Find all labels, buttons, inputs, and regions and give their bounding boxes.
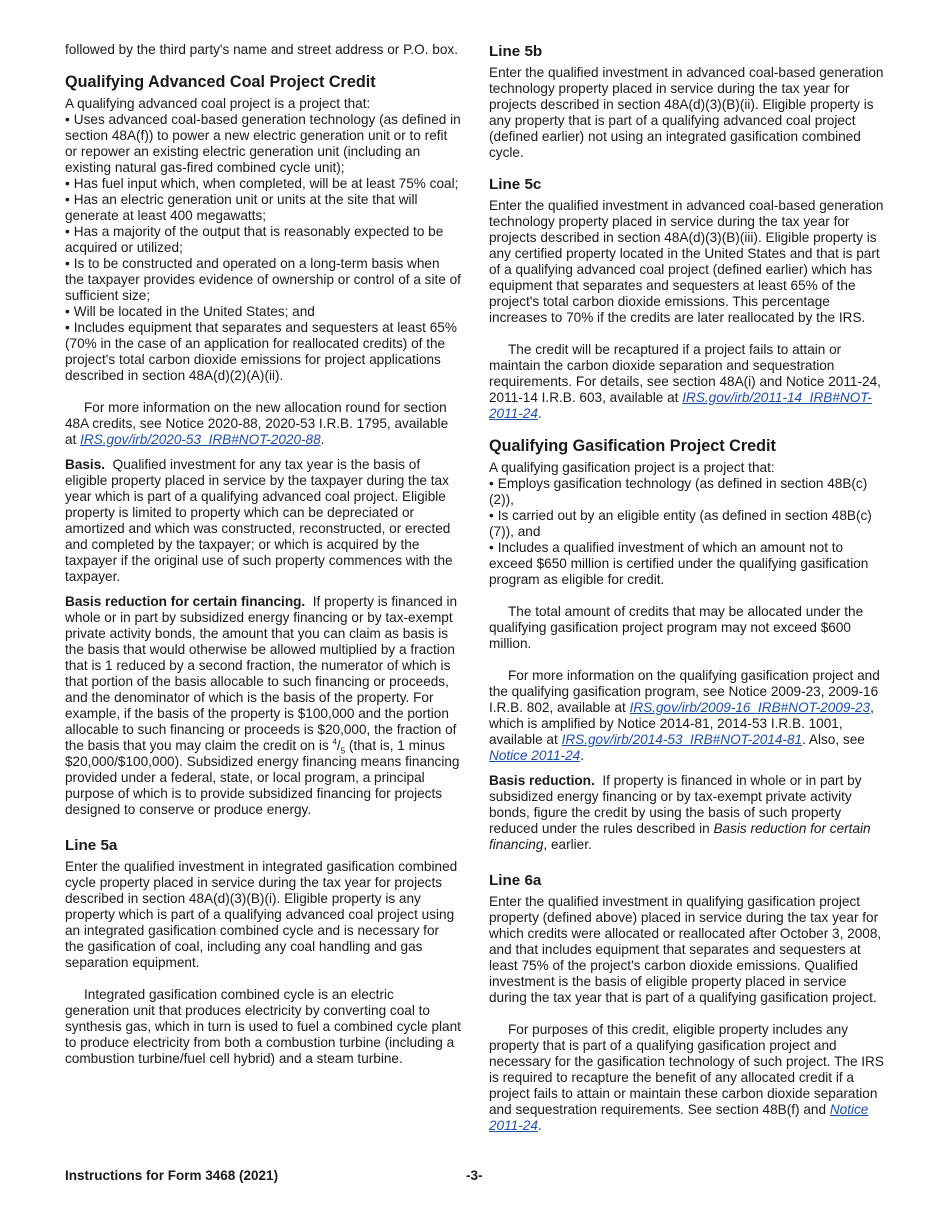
line-5b-paragraph: Enter the qualified investment in advanced coal-based generation technology property placed in service during the tax year for projects described in section 48A(d)(3)(B)(ii). Eligible property is any property that is part of a qualifying advanced coal project (defined earlier) not using an integrated gasification combined cycle.: [489, 65, 884, 160]
intro-paragraph: followed by the third party's name and street address or P.O. box.: [65, 42, 458, 57]
line-6a-heading: Line 6a: [489, 872, 542, 889]
line-5a-heading: Line 5a: [65, 837, 118, 854]
fraction-numerator: 4: [332, 737, 337, 747]
line-5b-heading: Line 5b: [489, 43, 543, 60]
gasification-bullet: • Includes a qualified investment of which an amount not to exceed $650 million is certified under the qualifying gasification program as eligible for credit.: [489, 540, 885, 588]
basis-paragraph: Basis. Qualified investment for any tax year is the basis of eligible property placed in service by the taxpayer during the tax year which is part of a qualifying advanced coal project. Eligible property is limited to property which can be depreciated or amortized and which was constructed, reconstructed, or erected and completed by the taxpayer; or which is acquired by the taxpayer if the original use of such property commences with the taxpayer.: [65, 457, 453, 584]
basis-reduction-label: Basis reduction for certain financing.: [65, 594, 306, 609]
footer-page-number: -3-: [466, 1168, 483, 1183]
left-column: [65, 42, 461, 1076]
coal-bullet: • Includes equipment that separates and sequesters at least 65% (70% in the case of an application for reallocated credits) of the project's total carbon dioxide emissions for project applications described in section 48A(d)(2)(A)(ii).: [65, 320, 461, 384]
allocation-info-paragraph: For more information on the new allocation round for section 48A credits, see Notice 2020-88, 2020-53 I.R.B. 1795, available at IRS.gov/irb/2020-53_IRB#NOT-2020-88.: [65, 400, 449, 447]
coal-bullet: • Is to be constructed and operated on a long-term basis when the taxpayer provides evidence of ownership or control of a site of sufficient size;: [65, 256, 461, 304]
coal-bullet-list: [65, 96, 461, 384]
notice-2011-24-link[interactable]: Notice 2011-24: [489, 748, 581, 763]
total-credits-paragraph: The total amount of credits that may be allocated under the qualifying gasification project program may not exceed $600 million.: [489, 604, 864, 651]
coal-lead: A qualifying advanced coal project is a project that:: [65, 96, 371, 111]
coal-bullet: • Has fuel input which, when completed, will be at least 75% coal;: [65, 176, 461, 192]
basis-reduction-gas-label: Basis reduction.: [489, 773, 595, 788]
recapture-paragraph: The credit will be recaptured if a project fails to attain or maintain the carbon dioxide separation and sequestration requirements. For details, see section 48A(i) and Notice 2011-24, 2011-14 I.R.B. 603, available at IRS.gov/irb/2011-14_IRB#NOT-2011-24.: [489, 342, 881, 421]
coal-bullet: • Has an electric generation unit or units at the site that will generate at least 400 megawatts;: [65, 192, 461, 224]
gasification-bullet: • Is carried out by an eligible entity (as defined in section 48B(c)(7)), and: [489, 508, 885, 540]
coal-credit-heading: Qualifying Advanced Coal Project Credit: [65, 73, 376, 91]
line-5c-heading: Line 5c: [489, 176, 542, 193]
basis-reduction-gas-paragraph: Basis reduction. If property is financed in whole or in part by subsidized energy financing or by tax-exempt private activity bonds, figure the credit by using the basis of such property reduced under the rules described in Basis reduction for certain financing, earlier.: [489, 773, 871, 852]
more-info-paragraph: For more information on the qualifying gasification project and the qualifying gasification program, see Notice 2009-23, 2009-16 I.R.B. 802, available at IRS.gov/irb/2009-16_IRB#NOT-2009-23, which is amplified by Notice 2014-81, 2014-53 I.R.B. 1001, available at IRS.gov/irb/2014-53_IRB#NOT-2014-81. Also, see Notice 2011-24.: [489, 668, 880, 763]
gasification-bullet: • Employs gasification technology (as defined in section 48B(c)(2)),: [489, 476, 885, 508]
footer-form-title: Instructions for Form 3468 (2021): [65, 1168, 279, 1183]
notice-2011-24-final-link[interactable]: Notice 2011-24: [489, 1102, 869, 1133]
line-6a-paragraph: Enter the qualified investment in qualifying gasification project property (defined above) placed in service during the tax year for which credits were allocated or reallocated after October 3, 2008, and that includes equipment that separates and sequesters at least 75% of the project's carbon dioxide emissions. Qualified investment is the basis of eligible property placed in service during the tax year that is part of a qualifying gasification project.: [489, 894, 882, 1005]
notice-2020-88-link[interactable]: IRS.gov/irb/2020-53_IRB#NOT-2020-88: [80, 432, 321, 447]
notice-2011-24-irb-link[interactable]: IRS.gov/irb/2011-14_IRB#NOT-2011-24: [489, 390, 872, 421]
line-5c-paragraph: Enter the qualified investment in advanced coal-based generation technology property placed in service during the tax year for projects described in section 48A(d)(3)(B)(iii). Eligible property is any certified property located in the United States and that is part of a qualifying advanced coal project (defined earlier) which has equipment that separates and sequesters at least 65% of the project's total carbon dioxide emissions. This percentage increases to 70% if the credits are later reallocated by the IRS.: [489, 198, 884, 325]
basis-label: Basis.: [65, 457, 106, 472]
basis-reduction-paragraph: Basis reduction for certain financing. If property is financed in whole or in part by subsidized energy financing or by tax-exempt private activity bonds, the amount that you can claim as basis is the basis that would otherwise be allowed multiplied by a fraction that is 1 reduced by a second fraction, the numerator of which is that portion of the basis allocable to such financing or proceeds, and the denominator of which is the basis of the property. For example, if the basis of the property is $100,000 and the portion allocable to such financing or proceeds is $20,000, the fraction of the basis that you may claim the credit on is $^4/_5$ (that is, 1 minus $20,000/$100,000). Subsidized energy financing means financing provided under a federal, state, or local program, a principal purpose of which is to provide subsidized financing for projects designed to conserve or produce energy.: [65, 594, 460, 817]
notice-2014-81-link[interactable]: IRS.gov/irb/2014-53_IRB#NOT-2014-81: [561, 732, 803, 747]
eligible-property-paragraph: For purposes of this credit, eligible property includes any property that is part of a qualifying gasification project and necessary for the gasification technology of such project. The IRS is required to recapture the benefit of any allocated credit if a project fails to attain or maintain these carbon dioxide separation and sequestration requirements. See section 48B(f) and Notice 2011-24.: [489, 1022, 884, 1133]
fraction-denominator: 5: [340, 746, 346, 756]
line-5a-paragraph: Enter the qualified investment in integrated gasification combined cycle property placed in service during the tax year for projects described in section 48A(d)(3)(B)(i). Eligible property is any property which is part of a qualifying advanced coal project using an integrated gasification combined cycle and is necessary for the gasification of coal, including any coal handling and gas separation equipment.: [65, 859, 458, 970]
notice-2009-23-link[interactable]: IRS.gov/irb/2009-16_IRB#NOT-2009-23: [629, 700, 871, 715]
gasification-credit-heading: Qualifying Gasification Project Credit: [489, 437, 776, 455]
gasification-bullet-list: [489, 460, 885, 588]
coal-bullet: • Uses advanced coal-based generation technology (as defined in section 48A(f)) to power a new electric generation unit or to refit or repower an existing electric generation unit (including an existing natural gas-fired combined cycle unit);: [65, 112, 461, 176]
gasification-lead: A qualifying gasification project is a project that:: [489, 460, 775, 475]
coal-bullet: • Will be located in the United States; and: [65, 304, 461, 320]
coal-bullet: • Has a majority of the output that is reasonably expected to be acquired or utilized;: [65, 224, 461, 256]
right-column: [489, 42, 885, 1143]
igcc-paragraph: Integrated gasification combined cycle is an electric generation unit that produces electricity by converting coal to synthesis gas, which in turn is used to fuel a combined cycle plant to produce electricity from both a combustion turbine (including a combustion turbine/fuel cell hybrid) and a steam turbine.: [65, 987, 461, 1066]
